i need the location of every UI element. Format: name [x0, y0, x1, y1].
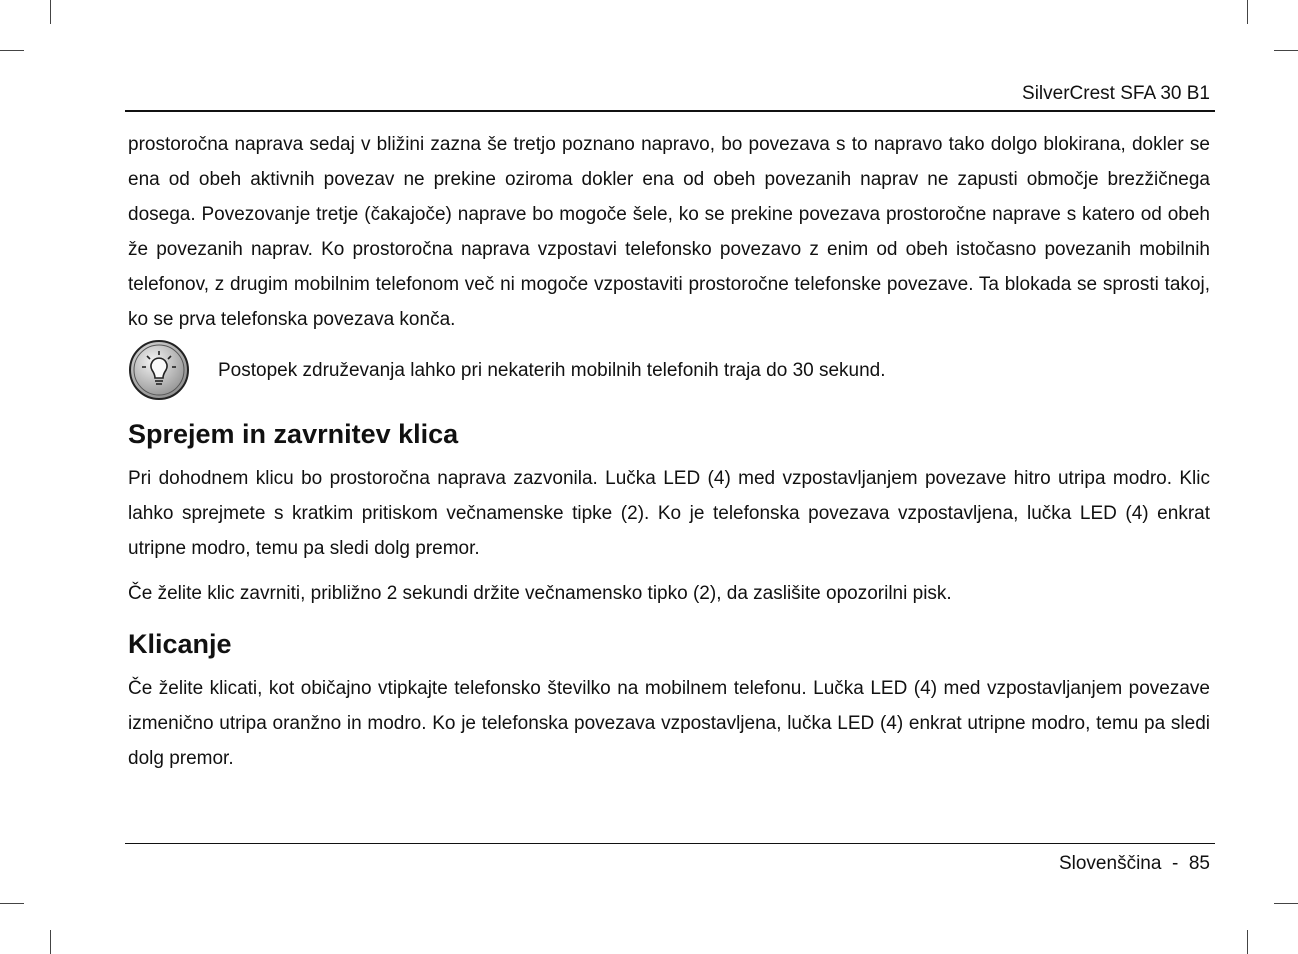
crop-mark — [1274, 903, 1298, 904]
section1-paragraph1: Pri dohodnem klicu bo prostoročna naprava zazvonila. Lučka LED (4) med vzpostavljanjem povezave hitro utripa modro. Klic lahko sprejmete s kratkim pritiskom večnamenske tipke (2). Ko je telefonska povezava vzpostavljena, lučka LED (4) enkrat utripne modro, temu pa sledi dolg premor. — [128, 468, 1210, 559]
header-rule — [125, 110, 1215, 112]
section-heading-calling: Klicanje — [128, 629, 232, 659]
footer-rule — [125, 843, 1215, 844]
crop-mark — [50, 930, 51, 954]
tip-note — [128, 339, 1210, 401]
crop-mark — [0, 903, 24, 904]
crop-mark — [0, 50, 24, 51]
crop-mark — [50, 0, 51, 24]
crop-mark — [1274, 50, 1298, 51]
crop-mark — [1247, 930, 1248, 954]
page-content — [128, 127, 1210, 776]
page-header-title: SilverCrest SFA 30 B1 — [1022, 83, 1210, 104]
section-heading-call-handling: Sprejem in zavrnitev klica — [128, 419, 459, 449]
section1-paragraph2: Če želite klic zavrniti, približno 2 sekundi držite večnamensko tipko (2), da zaslišite opozorilni pisk. — [128, 583, 952, 604]
section2-paragraph1: Če želite klicati, kot običajno vtipkajte telefonsko številko na mobilnem telefonu. Lučka LED (4) med vzpostavljanjem povezave izmenično utripa oranžno in modro. Ko je telefonska povezava vzpostavljena, lučka LED (4) enkrat utripne modro, temu pa sledi dolg premor. — [128, 678, 1210, 769]
lightbulb-icon — [128, 339, 190, 401]
page-footer-label: Slovenščina - 85 — [1058, 853, 1210, 874]
intro-paragraph: prostoročna naprava sedaj v bližini zazna še tretjo poznano napravo, bo povezava s to napravo tako dolgo blokirana, dokler se ena od obeh aktivnih povezav ne prekine oziroma dokler ena od obeh povezanih naprav ne zapusti območje brezžičnega dosega. Povezovanje tretje (čakajoče) naprave bo mogoče šele, ko se prekine povezava prostoročne naprave s katero od obeh že povezanih naprav. Ko prostoročna naprava vzpostavi telefonsko povezavo z enim od obeh istočasno povezanih mobilnih telefonov, z drugim mobilnim telefonom več ni mogoče vzpostaviti prostoročne telefonske povezave. Ta blokada se sprosti takoj, ko se prva telefonska povezava konča. — [128, 134, 1210, 330]
crop-mark — [1247, 0, 1248, 24]
tip-note-text: Postopek združevanja lahko pri nekaterih mobilnih telefonih traja do 30 sekund. — [218, 359, 886, 381]
